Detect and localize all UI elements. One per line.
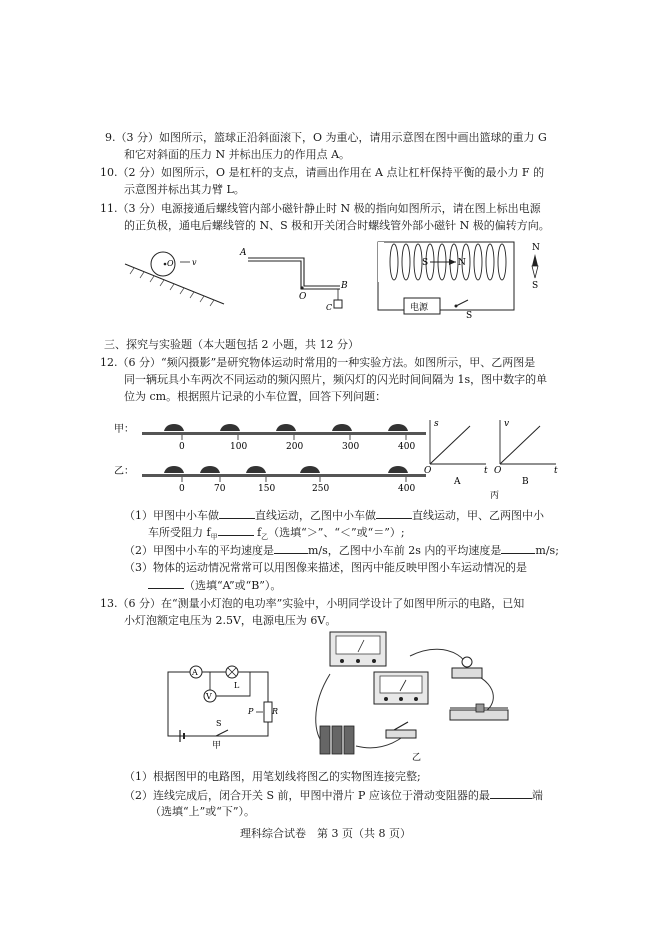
slider-p-label: P bbox=[248, 707, 254, 716]
bulb bbox=[462, 657, 472, 667]
compass-needle-south bbox=[532, 266, 538, 278]
battery-pack bbox=[320, 726, 354, 754]
q13-a2-pre: （2）连线完成后，闭合开关 S 前，甲图中滑片 P 应该位于滑动变阻器的最 bbox=[124, 789, 490, 802]
needle-n-label: N bbox=[458, 258, 466, 268]
graph-b-x-label: t bbox=[554, 466, 558, 476]
q12-answer1 bbox=[124, 508, 544, 522]
switch-lever bbox=[456, 300, 468, 306]
rheostat-symbol bbox=[264, 702, 272, 722]
page-footer: 理科综合试卷 第 3 页（共 8 页） bbox=[240, 827, 411, 840]
q12-blank-6[interactable] bbox=[148, 578, 184, 589]
rheostat-r-label: R bbox=[272, 707, 278, 716]
lever-b-label: B bbox=[341, 281, 348, 291]
q12-a1b-sub2: 乙 bbox=[261, 533, 269, 542]
voltmeter-label: V bbox=[206, 692, 212, 701]
graph-b-name: B bbox=[522, 477, 529, 487]
graph-b-line bbox=[500, 426, 540, 464]
q12-answer1b bbox=[148, 525, 405, 544]
jia-tick-200: 200 bbox=[286, 442, 304, 452]
compass-s-label: S bbox=[532, 281, 539, 291]
schematic-jia-label: 甲 bbox=[212, 741, 222, 750]
q11-line2: 的正负极，通电后螺线管的 N、S 极和开关闭合时螺线管外部小磁针 N 极的偏转方向。 bbox=[124, 219, 550, 232]
q11-line1: 11.（3 分）电源接通后螺线管内部小磁针静止时 N 极的指向如图所示，请在图上标出电源 bbox=[100, 202, 541, 215]
q12-answer2 bbox=[124, 543, 559, 557]
graph-a-name: A bbox=[454, 477, 461, 487]
lever-inner-line bbox=[248, 261, 340, 289]
jia-label: 甲： bbox=[114, 424, 134, 435]
q13-answer2 bbox=[124, 788, 543, 802]
graph-a-origin: O bbox=[424, 466, 432, 476]
q12-blank-5[interactable] bbox=[501, 543, 535, 554]
yi-tick-400: 400 bbox=[398, 484, 416, 494]
q12-answer3-line2 bbox=[148, 578, 281, 592]
q12-a1b-pre: 车所受阻力 f bbox=[148, 526, 211, 539]
q10-line2: 示意图并标出其力臂 L。 bbox=[124, 183, 245, 196]
lever-c-label: C bbox=[326, 303, 333, 312]
q13-answer2-line2: （选填“上”或“下”）。 bbox=[150, 805, 255, 818]
jia-cars bbox=[164, 424, 408, 431]
q12-blank-1[interactable] bbox=[219, 508, 255, 519]
coil-left-gap bbox=[378, 242, 384, 282]
q12-a1b-sub1: 甲 bbox=[210, 533, 218, 542]
section3-heading: 三、探究与实验题（本大题包括 2 小题，共 12 分） bbox=[104, 338, 359, 351]
graph-b-origin: O bbox=[494, 466, 502, 476]
q13-a2-post: 端 bbox=[531, 789, 543, 802]
q13-line1: 13.（6 分）在“测量小灯泡的电功率”实验中，小明同学设计了如图甲所示的电路，已知 bbox=[100, 597, 525, 610]
ball-o-label: O bbox=[167, 259, 174, 268]
apparatus-figure bbox=[300, 626, 520, 764]
rheostat-slider bbox=[476, 704, 484, 712]
q12-blank-3[interactable] bbox=[218, 525, 254, 536]
lever-o-label: O bbox=[299, 292, 307, 302]
power-source-label: 电源 bbox=[410, 303, 429, 313]
q12-line3: 位为 cm。根据照片记录的小车位置，回答下列问题： bbox=[124, 390, 387, 403]
q9-line2: 和它对斜面的压力 N 并标出压力的作用点 A。 bbox=[124, 148, 351, 161]
q12-answer3-line1: （3）物体的运动情况常常可以用图像来描述，图丙中能反映甲图小车运动情况的是 bbox=[124, 561, 527, 574]
jia-tick-0: 0 bbox=[179, 442, 185, 452]
switch-pivot bbox=[455, 305, 458, 308]
yi-tick-250: 250 bbox=[312, 484, 330, 494]
q12-a2-post: m/s; bbox=[535, 544, 559, 557]
jia-tick-400: 400 bbox=[398, 442, 416, 452]
jia-tick-100: 100 bbox=[230, 442, 248, 452]
inner-needle-arrow bbox=[449, 259, 456, 265]
bing-label: 丙 bbox=[490, 491, 500, 501]
q12-a2-pre: （2）甲图中小车的平均速度是 bbox=[124, 544, 274, 557]
q12-a1b-post: （选填“＞”、“＜”或“＝”）; bbox=[268, 526, 405, 539]
ammeter-dial bbox=[380, 676, 422, 693]
yi-track bbox=[142, 474, 426, 477]
graph-a-line bbox=[430, 426, 470, 464]
yi-ticks bbox=[182, 477, 406, 482]
yi-tick-150: 150 bbox=[258, 484, 276, 494]
jia-tick-300: 300 bbox=[342, 442, 360, 452]
yi-label: 乙： bbox=[114, 466, 134, 477]
q9-line1: 9.（3 分）如图所示，篮球正沿斜面滚下，O 为重心，请用示意图在图中画出篮球的重力 G bbox=[105, 131, 547, 144]
schematic-switch bbox=[216, 730, 228, 736]
jia-track bbox=[142, 432, 426, 435]
ball-v-label: v bbox=[192, 258, 197, 267]
lamp-holder bbox=[452, 668, 482, 678]
q12-blank-2[interactable] bbox=[376, 508, 412, 519]
q10-line1: 10.（2 分）如图所示，O 是杠杆的支点，请画出作用在 A 点让杠杆保持平衡的最小力 F 的 bbox=[100, 166, 545, 179]
ball-slope-figure bbox=[120, 244, 230, 312]
compass-n-label: N bbox=[532, 243, 540, 253]
center-of-gravity-dot bbox=[164, 263, 167, 266]
apparatus-yi-label: 乙 bbox=[412, 753, 422, 763]
q12-a3-l2: （选填“A”或“B”）。 bbox=[184, 579, 282, 592]
circuit-schematic bbox=[160, 662, 278, 750]
q12-a1-post: 直线运动，甲、乙两图中小 bbox=[412, 509, 544, 522]
fulcrum-dot bbox=[300, 286, 303, 289]
graph-a-y-label: s bbox=[434, 419, 439, 429]
graph-b-y-label: v bbox=[504, 419, 510, 429]
q12-a1b-mid: f bbox=[253, 526, 262, 539]
switch-s-label: S bbox=[466, 311, 473, 320]
ammeter-label: A bbox=[192, 668, 198, 677]
switch-knife bbox=[394, 722, 408, 730]
schematic-s-label: S bbox=[216, 719, 222, 728]
needle-s-label: S bbox=[422, 258, 429, 268]
lamp-label: L bbox=[234, 681, 240, 690]
q13-line2: 小灯泡额定电压为 2.5V，电源电压为 6V。 bbox=[124, 614, 337, 627]
lever-outer-line bbox=[248, 258, 340, 286]
q13-answer1: （1）根据图甲的电路图，用笔划线将图乙的实物图连接完整; bbox=[124, 770, 421, 783]
yi-cars bbox=[164, 466, 408, 473]
solenoid-figure bbox=[372, 238, 552, 320]
yi-tick-70: 70 bbox=[214, 484, 226, 494]
q12-a1-mid: 直线运动，乙图中小车做 bbox=[255, 509, 376, 522]
lever-figure bbox=[238, 244, 356, 316]
lever-a-label: A bbox=[240, 248, 247, 258]
strobe-figure bbox=[110, 412, 570, 502]
slope-hatching bbox=[130, 268, 214, 306]
yi-tick-0: 0 bbox=[179, 484, 185, 494]
q12-line1: 12.（6 分）“频闪摄影”是研究物体运动时常用的一种实验方法。如图所示，甲、乙两图是 bbox=[100, 356, 536, 369]
slope-line bbox=[125, 264, 224, 304]
graph-a-x-label: t bbox=[484, 466, 488, 476]
hanging-weight bbox=[334, 300, 342, 308]
q12-blank-4[interactable] bbox=[274, 543, 308, 554]
compass-needle-north bbox=[532, 254, 538, 266]
switch-device bbox=[386, 730, 416, 738]
q13-blank-1[interactable] bbox=[490, 788, 532, 799]
q12-line2: 同一辆玩具小车两次不同运动的频闪照片，频闪灯的闪光时间间隔为 1s，图中数字的单 bbox=[124, 373, 548, 386]
jia-ticks bbox=[182, 435, 406, 440]
q12-a1-pre: （1）甲图中小车做 bbox=[124, 509, 219, 522]
q12-a2-mid: m/s，乙图中小车前 2s 内的平均速度是 bbox=[308, 544, 502, 557]
